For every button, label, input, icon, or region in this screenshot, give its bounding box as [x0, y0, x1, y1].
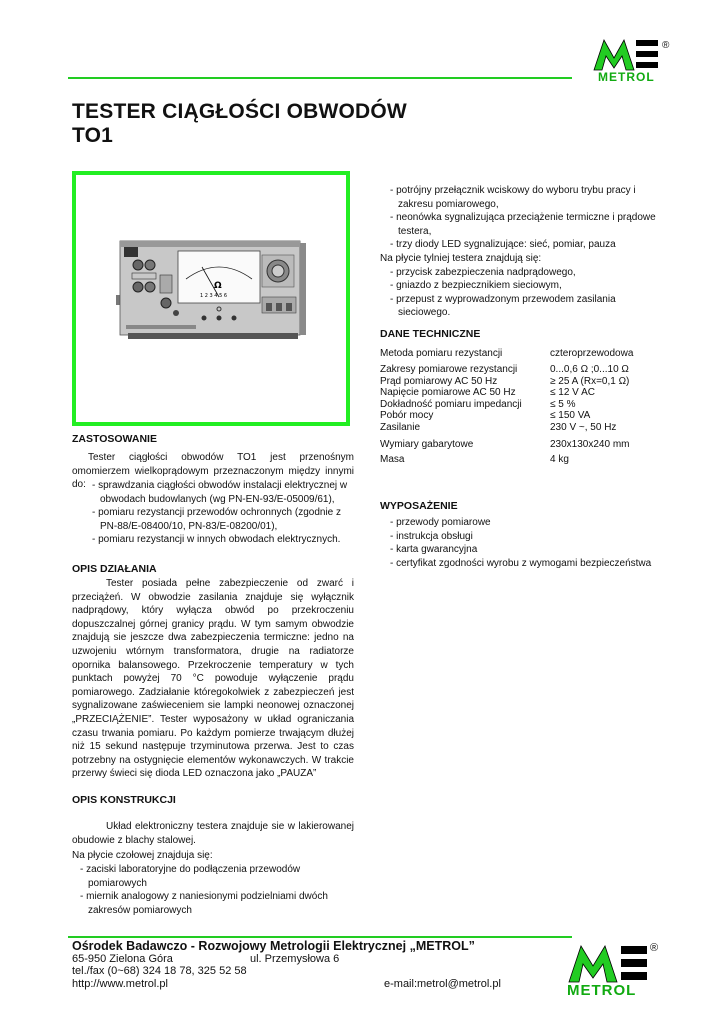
- spec-label: Pobór mocy: [380, 410, 434, 421]
- spec-value: 230 V ~, 50 Hz: [550, 421, 617, 433]
- list-item: - potrójny przełącznik wciskowy do wyboru trybu pracy i zakresu pomiarowego,: [390, 185, 636, 210]
- specs-table: [380, 348, 633, 465]
- svg-text:1 2 3 4 5 6: 1 2 3 4 5 6: [200, 293, 228, 299]
- registered-mark-bottom: ®: [650, 942, 659, 954]
- footer-street: ul. Przemysłowa 6: [250, 952, 340, 965]
- spec-label: Napięcie pomiarowe AC 50 Hz: [380, 387, 516, 398]
- spec-label: Prąd pomiarowy AC 50 Hz: [380, 375, 498, 387]
- application-list: [88, 479, 356, 547]
- operation-paragraph: Tester posiada pełne zabezpieczenie od zwarć i przeciążeń. W obwodzie zasilania znajduje się wyłącznik nadprądowy, który wyłącza obwód po przekroczeniu dopuszczalnej górnej granicy prądu. W tym samym obwodzie znajdują sie jeszcze dwa zabezpieczenia termiczne: jedno na uzwojeniu wtórnym transformatora, drugie na radiatorze opornika balansowego. Przekroczenie temperatury w tych punktach powyżej 70 °C powoduje wyłączenie prądu pomiarowego. Zadziałanie któregokolwiek z zabezpieczeń jest sygnalizowane zaświeceniem sie lampki neonowej oznaczonej „PRZECIĄŻENIE”. Tester wyposażony w układ ograniczania czasu trwania pomiaru. Po każdym pomierze trwającym dłużej niż 15 sekund następuje trzyminutowa przerwa. Jest to czas potrzebny na ostygnięcie elementów wykonawczych. W trakcie przerwy świeci się dioda LED oznaczona jako „PAUZA”: [72, 578, 354, 780]
- list-item: - trzy diody LED sygnalizujące: sieć, pomiar, pauza: [390, 239, 616, 251]
- list-item: - karta gwarancyjna: [390, 544, 478, 556]
- footer-org: Ośrodek Badawczo - Rozwojowy Metrologii Elektrycznej „METROL”: [72, 939, 475, 953]
- specs-table-wrap: [380, 348, 633, 465]
- list-item: - zaciski laboratoryjne do podłączenia przewodów pomiarowych: [80, 864, 301, 889]
- specs-heading: DANE TECHNICZNE: [380, 328, 481, 340]
- metrol-logo-bottom: [565, 940, 655, 1000]
- application-heading: ZASTOSOWANIE: [72, 433, 157, 445]
- spec-label: Wymiary gabarytowe: [380, 438, 474, 450]
- spec-label: Metoda pomiaru rezystancji: [380, 348, 503, 359]
- construction-heading: OPIS KONSTRUKCJI: [72, 794, 176, 806]
- spec-value: 230x130x240 mm: [550, 438, 630, 450]
- list-item: - certyfikat zgodności wyrobu z wymogami bezpieczeństwa: [390, 557, 652, 569]
- metrol-logo-top: [592, 36, 662, 86]
- front-intro: Na płycie czołowej znajduja się:: [72, 850, 213, 861]
- equipment-list: [386, 516, 676, 570]
- registered-mark: ®: [662, 40, 670, 51]
- title-line-1: TESTER CIĄGŁOŚCI OBWODÓW: [72, 100, 407, 123]
- table-row: [380, 454, 633, 466]
- list-item: - miernik analogowy z naniesionymi podzielniami dwóch zakresów pomiarowych: [80, 891, 328, 916]
- metrol-logo-mark: [592, 36, 662, 72]
- page-title: [72, 100, 407, 148]
- spec-value: ≤ 150 VA: [550, 410, 591, 421]
- spec-value: czteroprzewodowa: [550, 348, 634, 359]
- spec-value: 0...0,6 Ω ;0...10 Ω: [550, 364, 629, 375]
- spec-label: Zasilanie: [380, 421, 421, 433]
- operation-text: [72, 577, 354, 781]
- construction-paragraph: Układ elektroniczny testera znajduje sie w lakierowanej obudowie z blachy stalowej.: [72, 821, 354, 846]
- spec-label: Zakresy pomiarowe rezystancji: [380, 364, 518, 375]
- footer-www[interactable]: http://www.metrol.pl: [72, 977, 168, 990]
- table-row: [380, 399, 633, 411]
- table-row: [380, 348, 633, 364]
- footer-rule: [68, 936, 572, 938]
- operation-heading: OPIS DZIAŁANIA: [72, 563, 157, 575]
- list-item: - przycisk zabezpieczenia nadprądowego,: [390, 266, 576, 278]
- list-item: - sprawdzania ciągłości obwodów instalacji elektrycznej w obwodach budowlanych (wg PN-EN-93/E-05009/61),: [92, 480, 348, 505]
- spec-value: ≤ 12 V AC: [550, 387, 595, 398]
- list-item: - gniazdo z bezpiecznikiem sieciowym,: [390, 280, 562, 292]
- device-illustration: [76, 175, 346, 422]
- spec-value: ≤ 5 %: [550, 398, 576, 410]
- front-list: [76, 863, 346, 917]
- logo-text-bottom: METROL: [567, 982, 637, 999]
- footer-city: 65-950 Zielona Góra: [72, 952, 173, 965]
- list-item: - przepust z wyprowadzonym przewodem zasilania sieciowego.: [390, 293, 616, 319]
- spec-value: ≥ 25 A (Rx=0,1 Ω): [550, 375, 630, 387]
- list-item: - neonówka sygnalizująca przeciążenie termiczne i prądowe testera,: [390, 212, 656, 237]
- logo-text: METROL: [598, 70, 655, 84]
- list-item: - pomiaru rezystancji w innych obwodach elektrycznych.: [92, 534, 341, 546]
- footer-tel: tel./fax (0~68) 324 18 78, 325 52 58: [72, 965, 247, 977]
- metrol-logo-mark-bottom: [565, 940, 655, 984]
- table-row: [380, 387, 633, 399]
- table-row: [380, 410, 633, 422]
- table-row: [380, 364, 633, 376]
- equipment-heading: WYPOSAŻENIE: [380, 500, 458, 512]
- title-line-2: TO1: [72, 124, 114, 147]
- list-item: - pomiaru rezystancji przewodów ochronnych (zgodnie z PN-88/E-08400/10, PN-83/E-08200/01),: [92, 507, 342, 532]
- construction-continued: [380, 184, 670, 320]
- list-item: - przewody pomiarowe: [390, 517, 491, 528]
- list-item: - instrukcja obsługi: [390, 530, 473, 542]
- spec-value: 4 kg: [550, 453, 569, 465]
- footer-email[interactable]: e-mail:metrol@metrol.pl: [384, 977, 501, 990]
- table-row: [380, 439, 633, 454]
- spec-label: Masa: [380, 453, 405, 465]
- product-image-frame: [72, 171, 350, 426]
- table-row: [380, 422, 633, 439]
- spec-label: Dokładność pomiaru impedancji: [380, 398, 522, 410]
- application-intro-text: Tester ciągłości obwodów TO1 jest przenośnym omomierzem wielkoprądowym przeznaczonym między innymi do:: [72, 452, 354, 491]
- header-rule: [68, 77, 572, 79]
- svg-text:Ω: Ω: [214, 281, 222, 291]
- footer: [72, 940, 532, 990]
- table-row: [380, 376, 633, 388]
- construction-text: [72, 820, 354, 847]
- back-intro: Na płycie tylniej testera znajdują się:: [380, 252, 542, 264]
